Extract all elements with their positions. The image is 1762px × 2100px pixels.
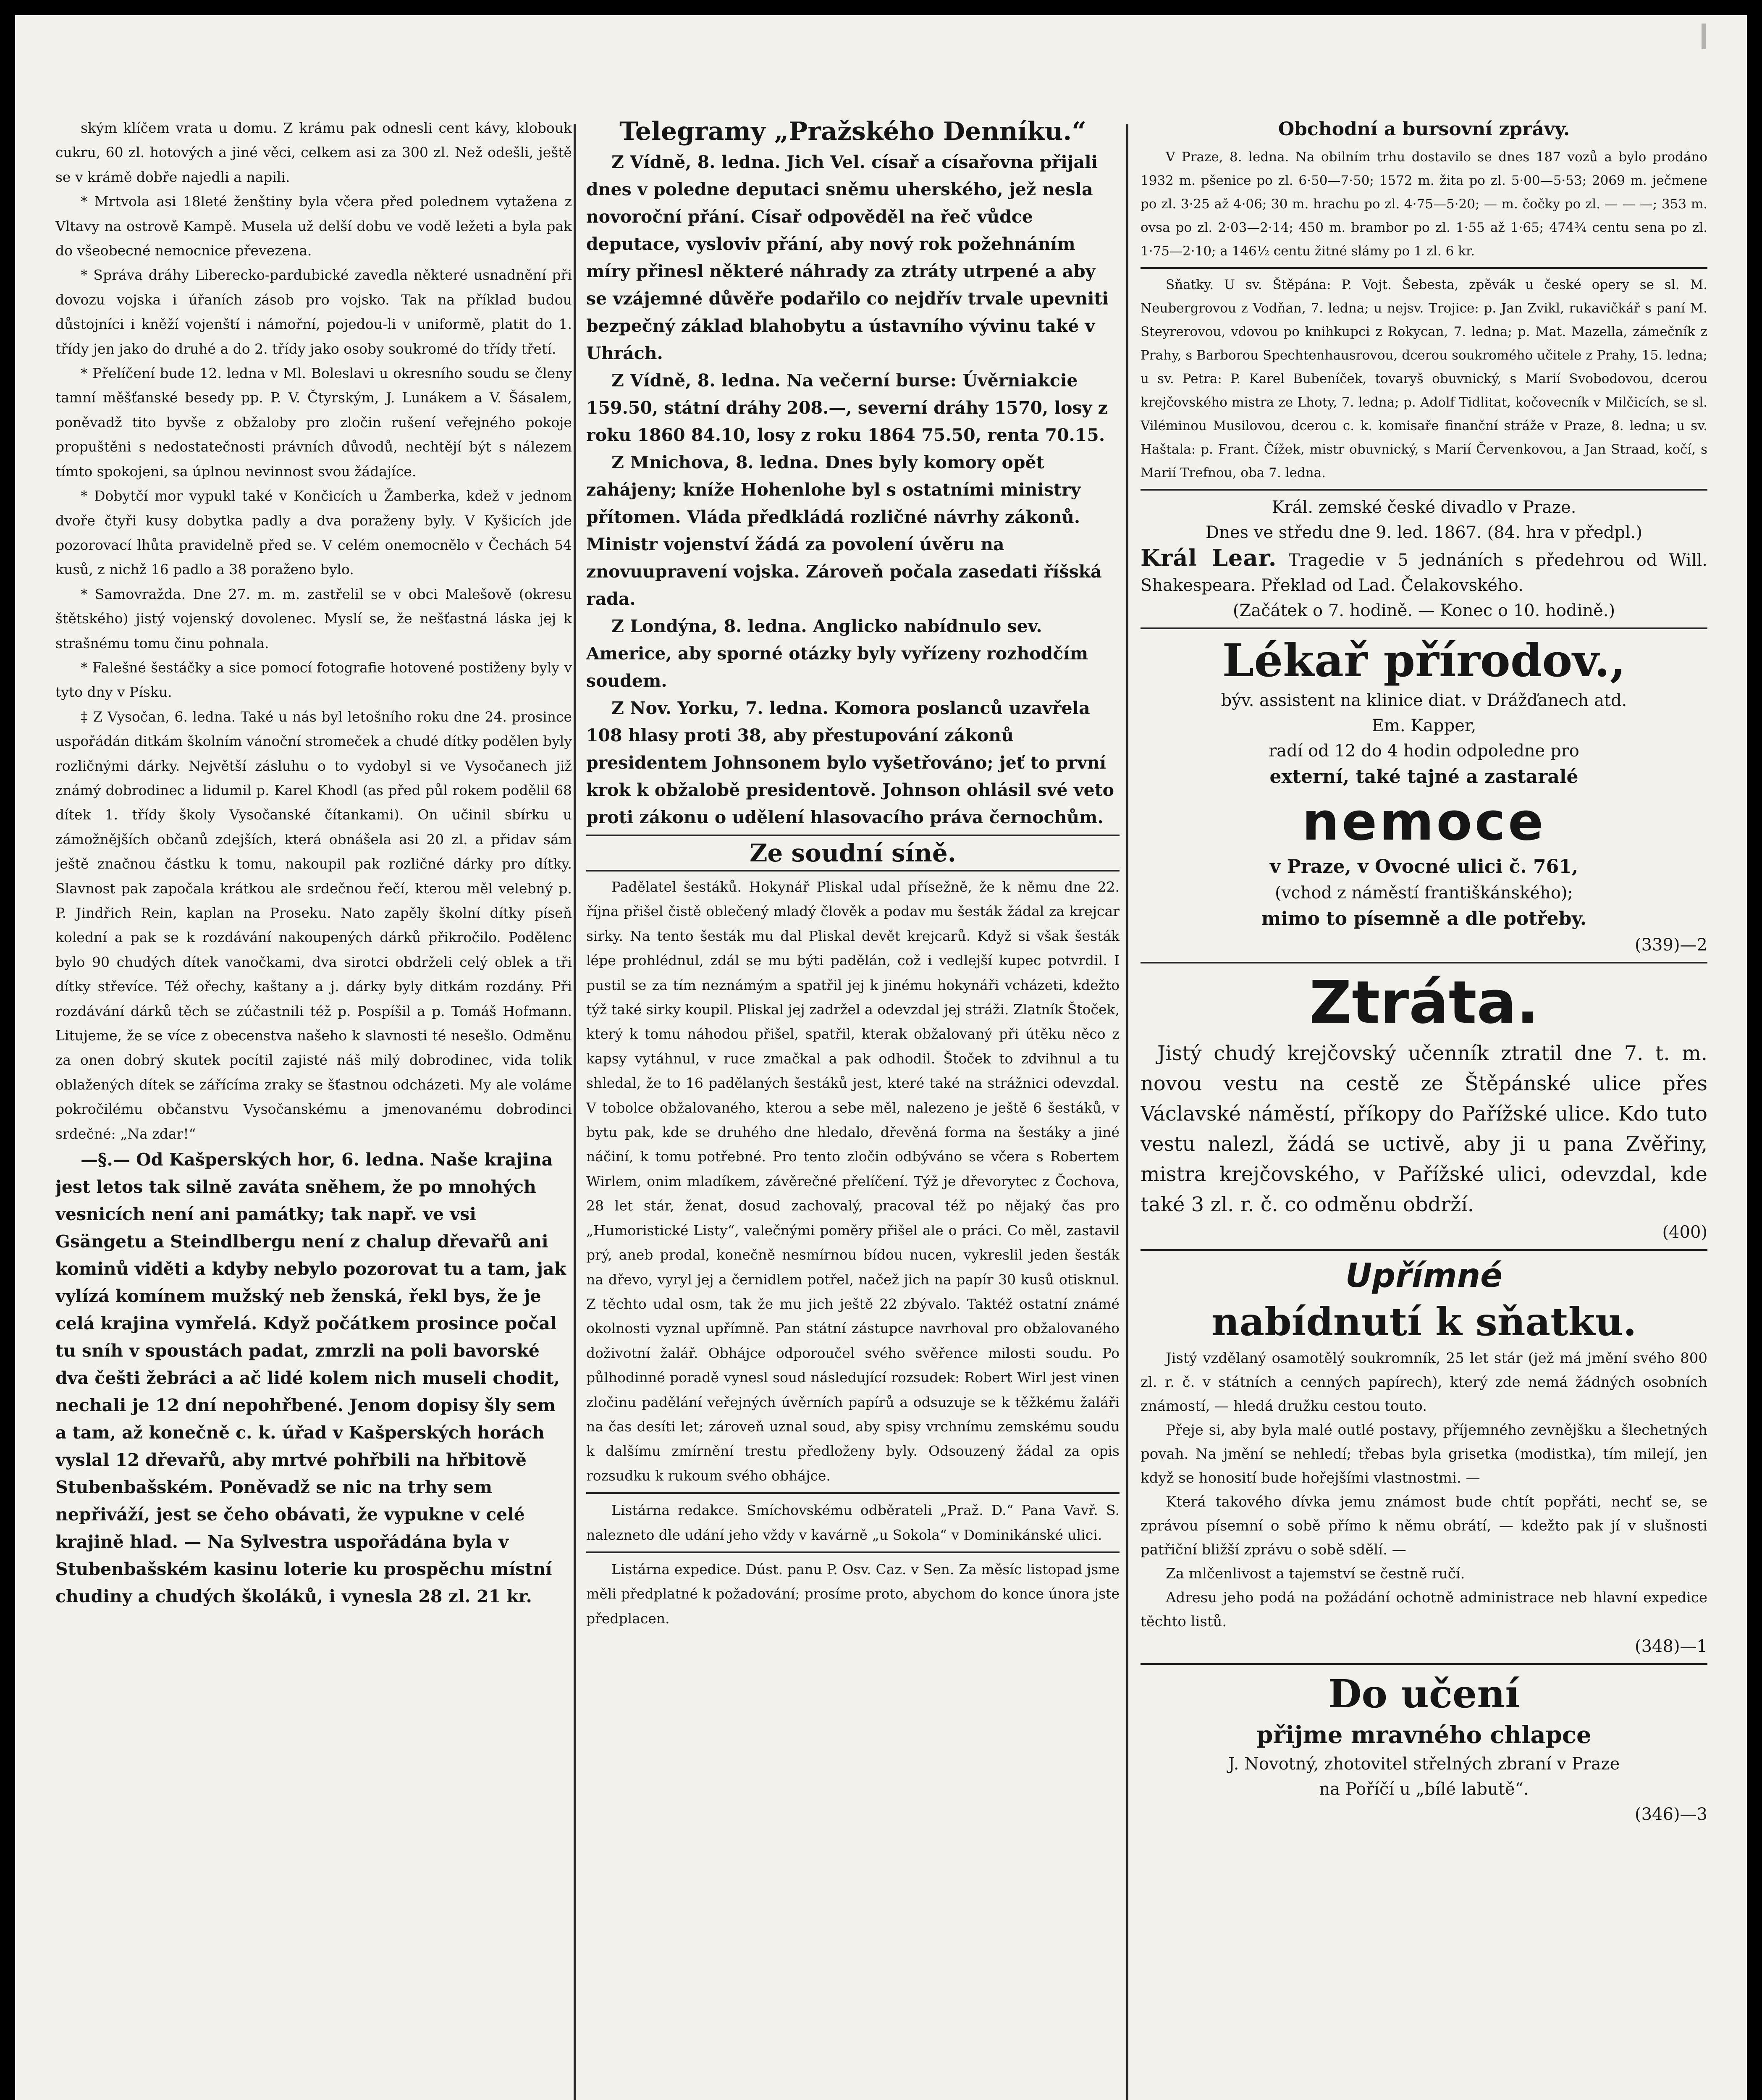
ad-number: (400) [1662,1223,1707,1242]
ad-number: (348)—1 [1634,1637,1707,1656]
divider [586,1492,1120,1494]
column-middle [586,116,1120,2100]
ad-number: (339)—2 [1634,935,1707,955]
news-paragraph: * Falešné šestáčky a sice pomocí fotografie hotovené postiženy byly v tyto dny v Písku. [55,659,572,701]
loss-ad-body [1141,1038,1707,1220]
telegram: Z Vídně, 8. ledna. Jich Vel. císař a císařovna přijali dnes v poledne deputaci sněmu uherského, jež nesla novoroční přání. Císař odpověděl na řeč vůdce deputace, vysloviv přání, aby nový rok požehnáním míry přinesl některé náhrady za ztráty utrpené a aby se vzájemné důvěře podařilo co nejdřív trvale upevniti bezpečný základ blahobytu a ústavního vývinu také v Uhrách. [586,152,1109,363]
news-paragraph: * Správa dráhy Liberecko-pardubické zavedla některé usnadnění při dovozu vojska i úřaních zásob pro vojsko. Tak na příklad budou důstojníci i kněží vojenští i námořní, pojedou-li v uniformě, platit do 1. třídy jen jako do druhé a do 2. třídy jako osoby soukromé do třídy třetí. [55,267,572,357]
listarna-expedice: Listárna expedice. Dúst. panu P. Osv. Caz. v Sen. Za měsíc listopad jsme měli předplatné k požadování; prosíme proto, abychom do konce února jste předplacen. [586,1561,1120,1627]
marriage-offer-title: nabídnutí k sňatku. [1211,1299,1637,1344]
telegram: Z Vídně, 8. ledna. Na večerní burse: Úvěrniakcie 159.50, státní dráhy 208.—, severní dráhy 1570, losy z roku 1860 84.10, losy z roku 1864 75.50, renta 70.15. [586,370,1108,445]
local-news [55,116,572,1146]
listarna-redakce: Listárna redakce. Smíchovskému odběrateli „Praž. D.“ Pana Vavř. S. nalezneto dle udání jeho vždy v kavárně „u Sokola“ v Dominikánské ulici. [586,1502,1120,1543]
market-title: Obchodní a bursovní zprávy. [1278,118,1570,140]
editorial-letters [586,1498,1120,1547]
newspaper-page [15,15,1747,2100]
divider [1141,489,1707,491]
marriage-offer-kicker: Upřímné [1345,1257,1503,1295]
column-right [1141,116,1707,2100]
news-paragraph: * Mrtvola asi 18leté ženštiny byla včera před polednem vytažena z Vltavy na ostrově Kampě. Musela už delší dobu ve vodě ležeti a byla pak do všeobecné nemocnice převezena. [55,193,572,259]
offer-paragraph: Za mlčenlivost a tajemství se čestně ručí. [1166,1565,1465,1582]
theatre-date: Dnes ve středu dne 9. led. 1867. (84. hra v předpl.) [1206,523,1642,542]
doctor-address: v Praze, v Ovocné ulici č. 761, [1269,856,1578,877]
telegram: Z Nov. Yorku, 7. ledna. Komora poslanců uzavřela 108 hlasy proti 38, aby přestupování zákonů presidentem Johnsonem bylo vyšetřováno; jeť to první krok k obžalobě presidentově. Johnson ohlásil své veto proti zákonu o udělení hlasovacího práva černochům. [586,698,1114,827]
news-paragraph: ‡ Z Vysočan, 6. ledna. Také u nás byl letošního roku dne 24. prosince uspořádán ditkám školním vánoční stromeček a chudé dítky podělen byly rozličnými dárky. Největší zásluhu o to vydobyl si ve Vysočanech již známý dobrodinec a lidumil p. Karel Khodl (as před půl rokem podělil 68 dítek 1. třídy školy Vysočanské čítankami). On učinil sbírku u zámožnějších občanů zdejších, která obnášela asi 20 zl. a přidav sám ještě značnou částku k tomu, nakoupil pak rozličné dárky pro dítky. Slavnost pak započala krátkou ale srdečnou řečí, kterou měl velebný p. P. Jindřich Rein, kaplan na Proseku. Nato zapěly školní dítky píseň kolední a pak se k rozdávání nakoupených dárků přikročilo. Podělenc bylo 90 chudých dítek vanočkami, dva sirotci obdrželi celý oblek a tři dítky střevíce. Též ořechy, kaštany a j. dárky byly ditkám rozdány. Při rozdávání dárků těch se zúčastnili též p. Pospíšil a p. Tomáš Hofmann. Litujeme, že se více z obecenstva našeho k slavnosti té nesešlo. Odměnu za onen dobrý skutek pocítil zajisté náš milý dobrodinec, vida tolik oblažených dítek se zářícíma zraky se šťastnou odcházeti. My ale voláme pokročilému občanstvu Vysočanskému a jmenovanému dobrodinci srdečné: „Na zdar!“ [55,708,572,1142]
offer-paragraph: Jistý vzdělaný osamotělý soukromník, 25 let stár (jež má jmění svého 800 zl. r. č. v státních a cenných papírech), který zde nemá žádných osobních známostí, — hledá družku cestou touto. [1141,1350,1707,1415]
doctor-ad-line: býv. assistent na klinice diat. v Drážďanech atd. [1221,691,1627,710]
offer-paragraph: Přeje si, aby byla malé outlé postavy, příjemného zevnějšku a šlechetných povah. Na jmění se nehledí; třebas byla grisetka (modistka), tím milejí, jen když se honosití bude hořejšími vlastnostmi. — [1141,1422,1707,1486]
divider [1141,267,1707,269]
marriages-text: Sňatky. U sv. Štěpána: P. Vojt. Šebesta, zpěvák u české opery se sl. M. Neubergrovou z Vodňan, 7. ledna; u nejsv. Trojice: p. Jan Zvikl, rukavičkář s paní M. Steyrerovou, vdovou po knihkupci z Rokycan, 7. ledna; p. Mat. Mazella, zámečník z Prahy, s Barborou Spechtenhausrovou, dcerou soukromého učitele z Prahy, 15. ledna; u sv. Petra: P. Karel Bubeníček, tovaryš obuvnický, s Marií Svobodovou, dcerou krejčovského mistra ze Lhoty, 7. ledna; p. Adolf Tidlitat, kočovecník v Milčicích, se sl. Viléminou Musilovou, dcerou c. k. komisaře finanční stráže v Praze, 8. ledna; u sv. Haštala: p. Frant. Čížek, mistr obuvnický, s Marií Červenkovou, a Jan Straad, kočí, s Marií Trefnou, oba 7. ledna. [1141,277,1707,480]
telegram: Z Mnichova, 8. ledna. Dnes byly komory opět zahájeny; kníže Hohenlohe byl s ostatními ministry přítomen. Vláda předkládá rozličné návrhy zákonů. Ministr vojenství žádá za povolení úvěru na znovuupravení vojska. Zároveň počala zasedati říšská rada. [586,452,1102,609]
theatre-notice [1141,495,1707,623]
play-title: Král Lear. [1141,544,1277,571]
divider [1141,1663,1707,1665]
expedition-letters [586,1557,1120,1631]
market-report [1141,145,1707,263]
telegram: Z Londýna, 8. ledna. Anglicko nabídnulo sev. Americe, aby sporné otázky byly vyřízeny rozhodčím soudem. [586,616,1088,691]
kasperske-hory-article [55,1146,572,1610]
telegrams-title: Telegramy „Pražského Denníku.“ [619,117,1086,146]
court-article [586,875,1120,1488]
marriage-offer-body [1141,1347,1707,1634]
doctor-name: Em. Kapper, [1371,716,1476,735]
apprentice-ad-line: J. Novotný, zhotovitel střelných zbraní v Praze [1228,1754,1620,1774]
offer-paragraph: Adresu jeho podá na požádání ochotně administrace neb hlavní expedice těchto listů. [1141,1589,1707,1630]
doctor-ad-title: Lékař přírodov., [1222,634,1626,687]
divider [586,1551,1120,1553]
loss-ad-text: Jistý chudý krejčovský učenník ztratil dne 7. t. m. novou vestu na cestě ze Štěpánské ulice přes Václavské náměstí, příkopy do Pařížské ulice. Kdo tuto vestu nalezl, žádá se uctivě, aby ji u pana Zvěřiny, mistra krejčovského, v Pařížské ulici, odevzdal, kde také 3 zl. r. č. co odměnu obdrží. [1141,1042,1707,1216]
theatre-program [1141,545,1707,598]
news-paragraph: * Přelíčení bude 12. ledna v Ml. Boleslavi u okresního soudu se členy tamní měšťanské besedy pp. P. V. Čtyrským, J. Lunákem a V. Šásalem, poněvadž tito byvše z obžaloby pro zločin rušení veřejného pokoje propuštěni s nedostatečnosti právních důvodů, nechtějí být s nálezem tímto spokojeni, sa úplnou nevinnost svou žádajíce. [55,365,572,480]
doctor-ad-line: radí od 12 do 4 hodin odpoledne pro [1269,741,1579,761]
ad-number: (346)—3 [1634,1805,1707,1824]
doctor-entrance: (vchod z náměstí františkánského); [1274,883,1573,903]
scan-edge-mark [1702,24,1706,49]
apprentice-ad [1141,1669,1707,1827]
loss-ad [1141,968,1707,1245]
column-left [55,116,572,2100]
doctor-ad-diseases: nemoce [1302,792,1546,852]
court-text: Padělatel šestáků. Hokynář Pliskal udal přísežně, že k němu dne 22. října přišel čistě oblečený mladý člověk a podav mu šesták žádal za krejcar sirky. Na tento šesták mu dal Pliskal devět krejcarů. Když si však šesták lépe prohlédnul, zdál se mu býti padělán, což i vedlejší kupec potvrdil. I pustil se za tím neznámým a spatřil jej k jinému hokynáři vcházeti, kdežto týž také sirky koupil. Pliskal jej zadržel a odevzdal jej stráži. Zlatník Štoček, který k tomu náhodou přišel, spatřil, kterak obžalovaný při útěku něco z kapsy vytáhnul, v ruce zmačkal a pak odhodil. Štoček to zdvihnul a tu shledal, že to 16 padělaných šestáků jest, které také na strážnici odevzdal. V tobolce obžalovaného, kterou a sebe měl, nalezeno je ještě 6 šestáků, v bytu pak, kde se druhého dne hledalo, dřevěná forma na šestáky a jiné náčiní, k tomu potřebné. Pro tento zločin odbýváno se včera s Robertem Wirlem, onim mladíkem, závěrečné přelíčení. Týž je dřevorytec z Čochova, 28 let stár, ženat, dosud zachovalý, pracoval též po nějaký čas pro „Humoristické Listy“, valečnými poměry přišel ale o práci. Co měl, zastavil prý, aneb prodal, konečně nesmírnou bídou nucen, vykreslil jeden šesták na dřevo, vyryl jej a černidlem potřel, načež jich na papír 30 kusů otisknul. Z těchto udal osm, tak že mu jich ještě 22 zbývalo. Taktéž ostatní známé okolnosti vyznal upřímně. Pan státní zástupce navrhoval pro obžalovaného doživotní žalář. Obhájce odporoučel svého svěřence milosti soudu. Po půlhodinné poradě vynesl soud následující rozsudek: Robert Wirl jest vinen zločinu padělání veřejných úvěrních papírů a odsuzuje se k těžkému žaláři na čas desíti let; zároveň uznal soud, aby spisy vrchnímu zemskému soudu k dalšímu zmírnění trestu předloženy byly. Odsouzený žádal za opis rozsudku k rukoum svého obhájce. [586,879,1120,1484]
divider [1141,1249,1707,1251]
apprentice-ad-title: Do učení [1328,1671,1520,1717]
column-rule-left [574,124,576,2100]
telegrams [586,149,1120,831]
doctor-ad [1141,633,1707,958]
theatre-name: Král. zemské české divadlo v Praze. [1272,498,1576,517]
news-paragraph: * Dobytčí mor vypukl také v Končicích u Žamberka, kdež v jednom dvoře čtyři kusy dobytka padly a dva poraženy byly. V Kyšicích jde pozorovací lhůta pravidelně před se. V celém onemocnělo v Čechách 54 kusů, z nichž 16 padlo a 38 poraženo bylo. [55,488,572,578]
divider [1141,962,1707,963]
article-body: —§.— Od Kašperských hor, 6. ledna. Naše krajina jest letos tak silně zaváta sněhem, že po mnohých vesnicích není ani památky; tak např. ve vsi Gsängetu a Steindlbergu není z chalup dřevařů ani kominů viděti a kdyby nebylo pozorovat tu a tam, jak vylízá komínem mužský neb ženská, řekl bys, že je celá krajina vymřelá. Když počátkem prosince počal tu sníh v spoustách padat, zmrzli na poli bavorské dva češti žebráci a ač lidé kolem nich museli chodit, nechali je 12 dní nepohřbené. Jenom dopisy šly sem a tam, až konečně c. k. úřad v Kašperských horách vyslal 12 dřevařů, aby mrtvé pohřbili na hřbitově Stubenbašském. Poněvadž se nic na trhy sem nepřiváží, jest se čeho obávati, že vypukne v celé krajině hlad. — Na Sylvestra uspořádána byla v Stubenbašském kasinu loterie ku prospěchu místní chudiny a chudých školáků, i vynesla 28 zl. 21 kr. [55,1150,566,1607]
market-text: V Praze, 8. ledna. Na obilním trhu dostavilo se dnes 187 vozů a bylo prodáno 1932 m. pšenice po zl. 6·50—7·50; 1572 m. žita po zl. 5·00—5·53; 2069 m. ječmene po zl. 3·25 až 4·06; 30 m. hrachu po zl. 4·75—5·20; — m. čočky po zl. — — —; 353 m. ovsa po zl. 2·03—2·14; 450 m. brambor po zl. 1·55 až 1·65; 474¾ centu sena po zl. 1·75—2·10; a 146½ centu žitné slámy po 1 zl. 6 kr. [1141,150,1707,259]
news-paragraph: ským klíčem vrata u domu. Z krámu pak odnesli cent kávy, klobouk cukru, 60 zl. hotových a jiné věci, celkem asi za 300 zl. Než odešli, ještě se v krámě dobře najedli a napili. [55,120,572,185]
theatre-time: (Začátek o 7. hodině. — Konec o 10. hodině.) [1232,601,1615,620]
news-paragraph: * Samovražda. Dne 27. m. m. zastřelil se v obci Malešově (okresu štětského) jistý vojenský dovolenec. Myslí se, že nešťastná láska jej k strašnému tomu činu pohnala. [55,585,572,651]
marriage-offer-ad [1141,1255,1707,1659]
doctor-correspondence: mimo to písemně a dle potřeby. [1261,908,1587,929]
marriages [1141,273,1707,485]
doctor-ad-line: externí, také tajné a zastaralé [1269,766,1578,788]
court-section-title: Ze soudní síně. [586,835,1120,872]
column-rule-right [1126,124,1128,2100]
apprentice-ad-line: přijme mravného chlapce [1256,1721,1592,1749]
loss-ad-title: Ztráta. [1309,969,1539,1037]
divider [1141,627,1707,629]
play-description: Tragedie v 5 jednáních s předehrou od Will. Shakespeara. Překlad od Lad. Čelakovského. [1141,551,1707,595]
offer-paragraph: Která takového dívka jemu známost bude chtít popřáti, nechť se, se zprávou písemní o sobě přímo k němu obrátí, — kdežto pak jí v slušnosti patřiční bližší zprávu o sobě sdělí. — [1141,1494,1707,1558]
apprentice-ad-line: na Poříčí u „bílé labutě“. [1319,1780,1529,1799]
